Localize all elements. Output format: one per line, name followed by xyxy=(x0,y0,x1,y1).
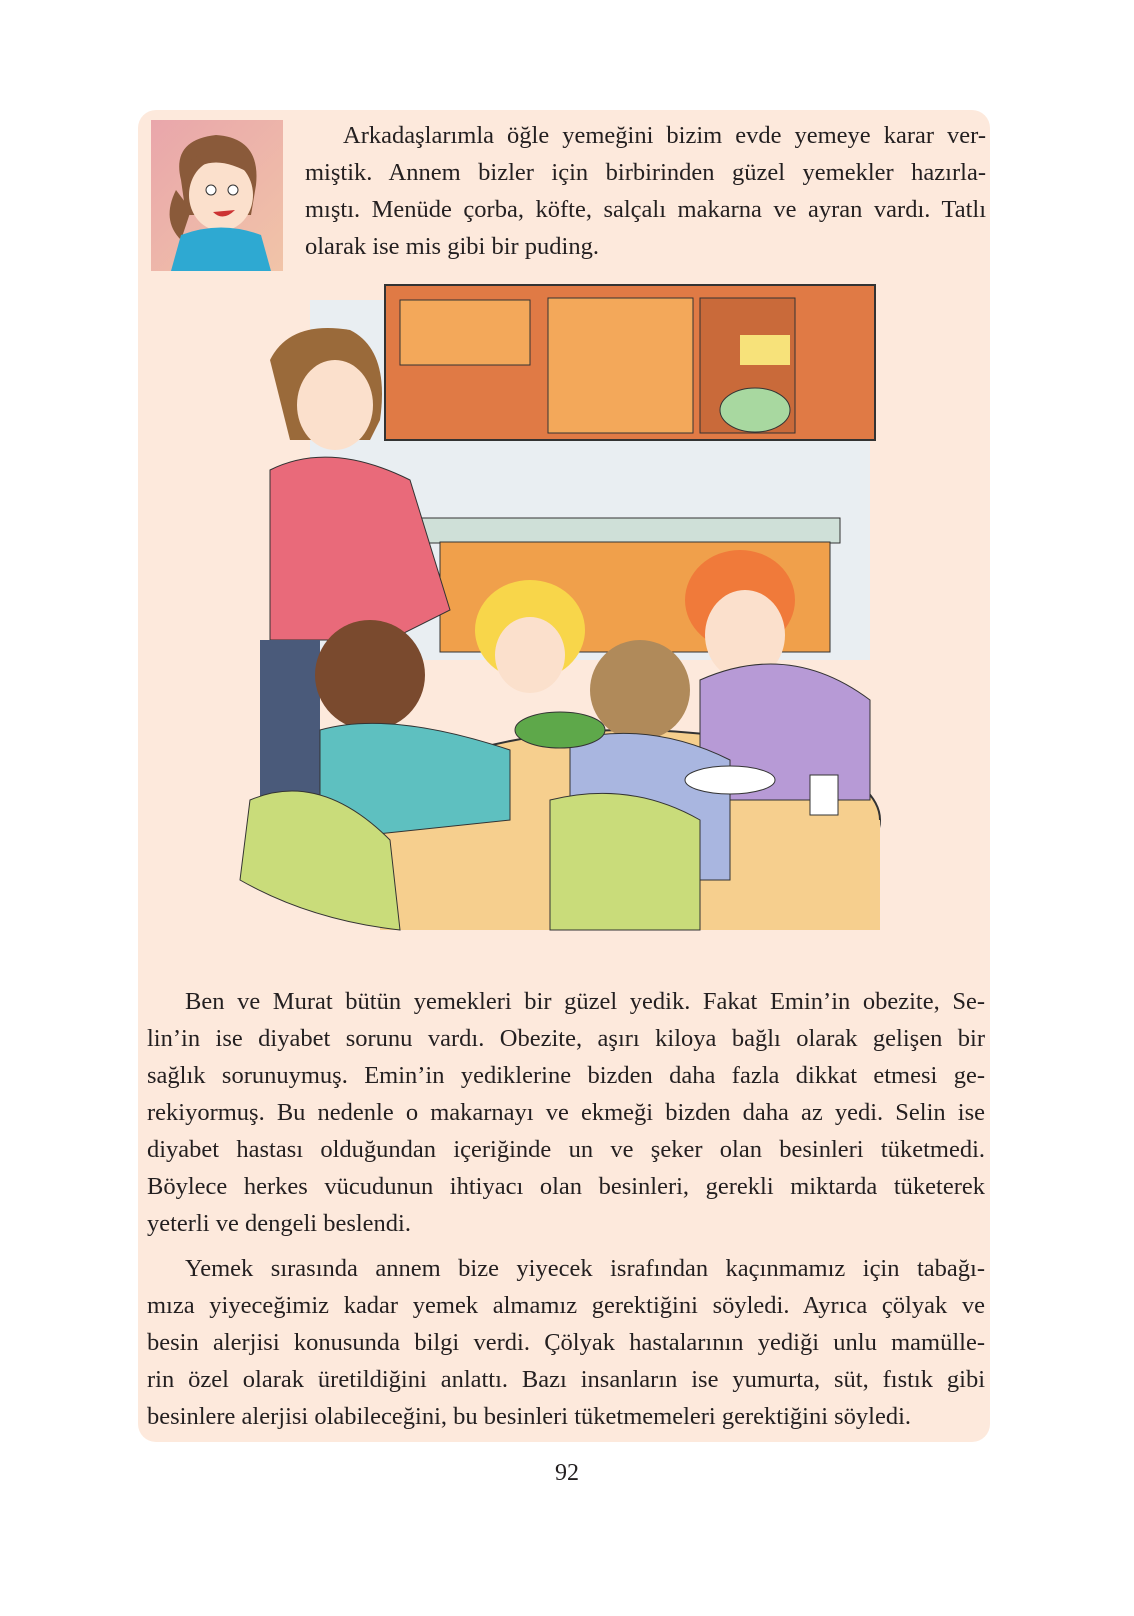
text-line: diyabet hastası olduğundan içeriğinde un ve şeker olan besinleri tüketmedi. xyxy=(147,1136,985,1163)
text-line: Ben ve Murat bütün yemekleri bir güzel yedik. Fakat Emin’in obezite, Se- xyxy=(185,988,985,1015)
obesity-diabetes-paragraph xyxy=(147,983,985,1242)
text-line: rin özel olarak üretildiğini anlattı. Bazı insanların ise yumurta, süt, fıstık gibi xyxy=(147,1366,985,1393)
text-line: mıştı. Menüde çorba, köfte, salçalı makarna ve ayran vardı. Tatlı xyxy=(305,196,986,223)
text-line: lin’in ise diyabet sorunu vardı. Obezite, aşırı kiloya bağlı olarak gelişen bir xyxy=(147,1025,985,1052)
text-line: besinlere alerjisi olabileceğini, bu besinleri tüketmemeleri gerektiğini söyledi. xyxy=(147,1403,912,1430)
text-line: besin alerjisi konusunda bilgi verdi. Çölyak hastalarının yediği unlu mamülle- xyxy=(147,1329,985,1356)
family-dinner-illustration xyxy=(230,280,890,970)
food-waste-allergy-paragraph xyxy=(147,1250,985,1435)
text-line: miştik. Annem bizler için birbirinden güzel yemekler hazırla- xyxy=(305,159,986,186)
page-number: 92 xyxy=(555,1460,579,1486)
text-line: sağlık sorunuymuş. Emin’in yediklerine bizden daha fazla dikkat etmesi ge- xyxy=(147,1062,985,1089)
text-line: Arkadaşlarımla öğle yemeğini bizim evde yemeye karar ver- xyxy=(343,122,986,149)
text-line: yeterli ve dengeli beslendi. xyxy=(147,1210,411,1237)
narrator-girl-portrait xyxy=(151,120,283,271)
intro-paragraph xyxy=(305,117,986,265)
text-line: Yemek sırasında annem bize yiyecek israfından kaçınmamız için tabağı- xyxy=(185,1255,985,1282)
text-line: Böylece herkes vücudunun ihtiyacı olan besinleri, gerekli miktarda tüketerek xyxy=(147,1173,985,1200)
text-line: rekiyormuş. Bu nedenle o makarnayı ve ekmeği bizden daha az yedi. Selin ise xyxy=(147,1099,985,1126)
text-line: olarak ise mis gibi bir puding. xyxy=(305,233,599,260)
text-line: mıza yiyeceğimiz kadar yemek almamız gerektiğini söyledi. Ayrıca çölyak ve xyxy=(147,1292,985,1319)
